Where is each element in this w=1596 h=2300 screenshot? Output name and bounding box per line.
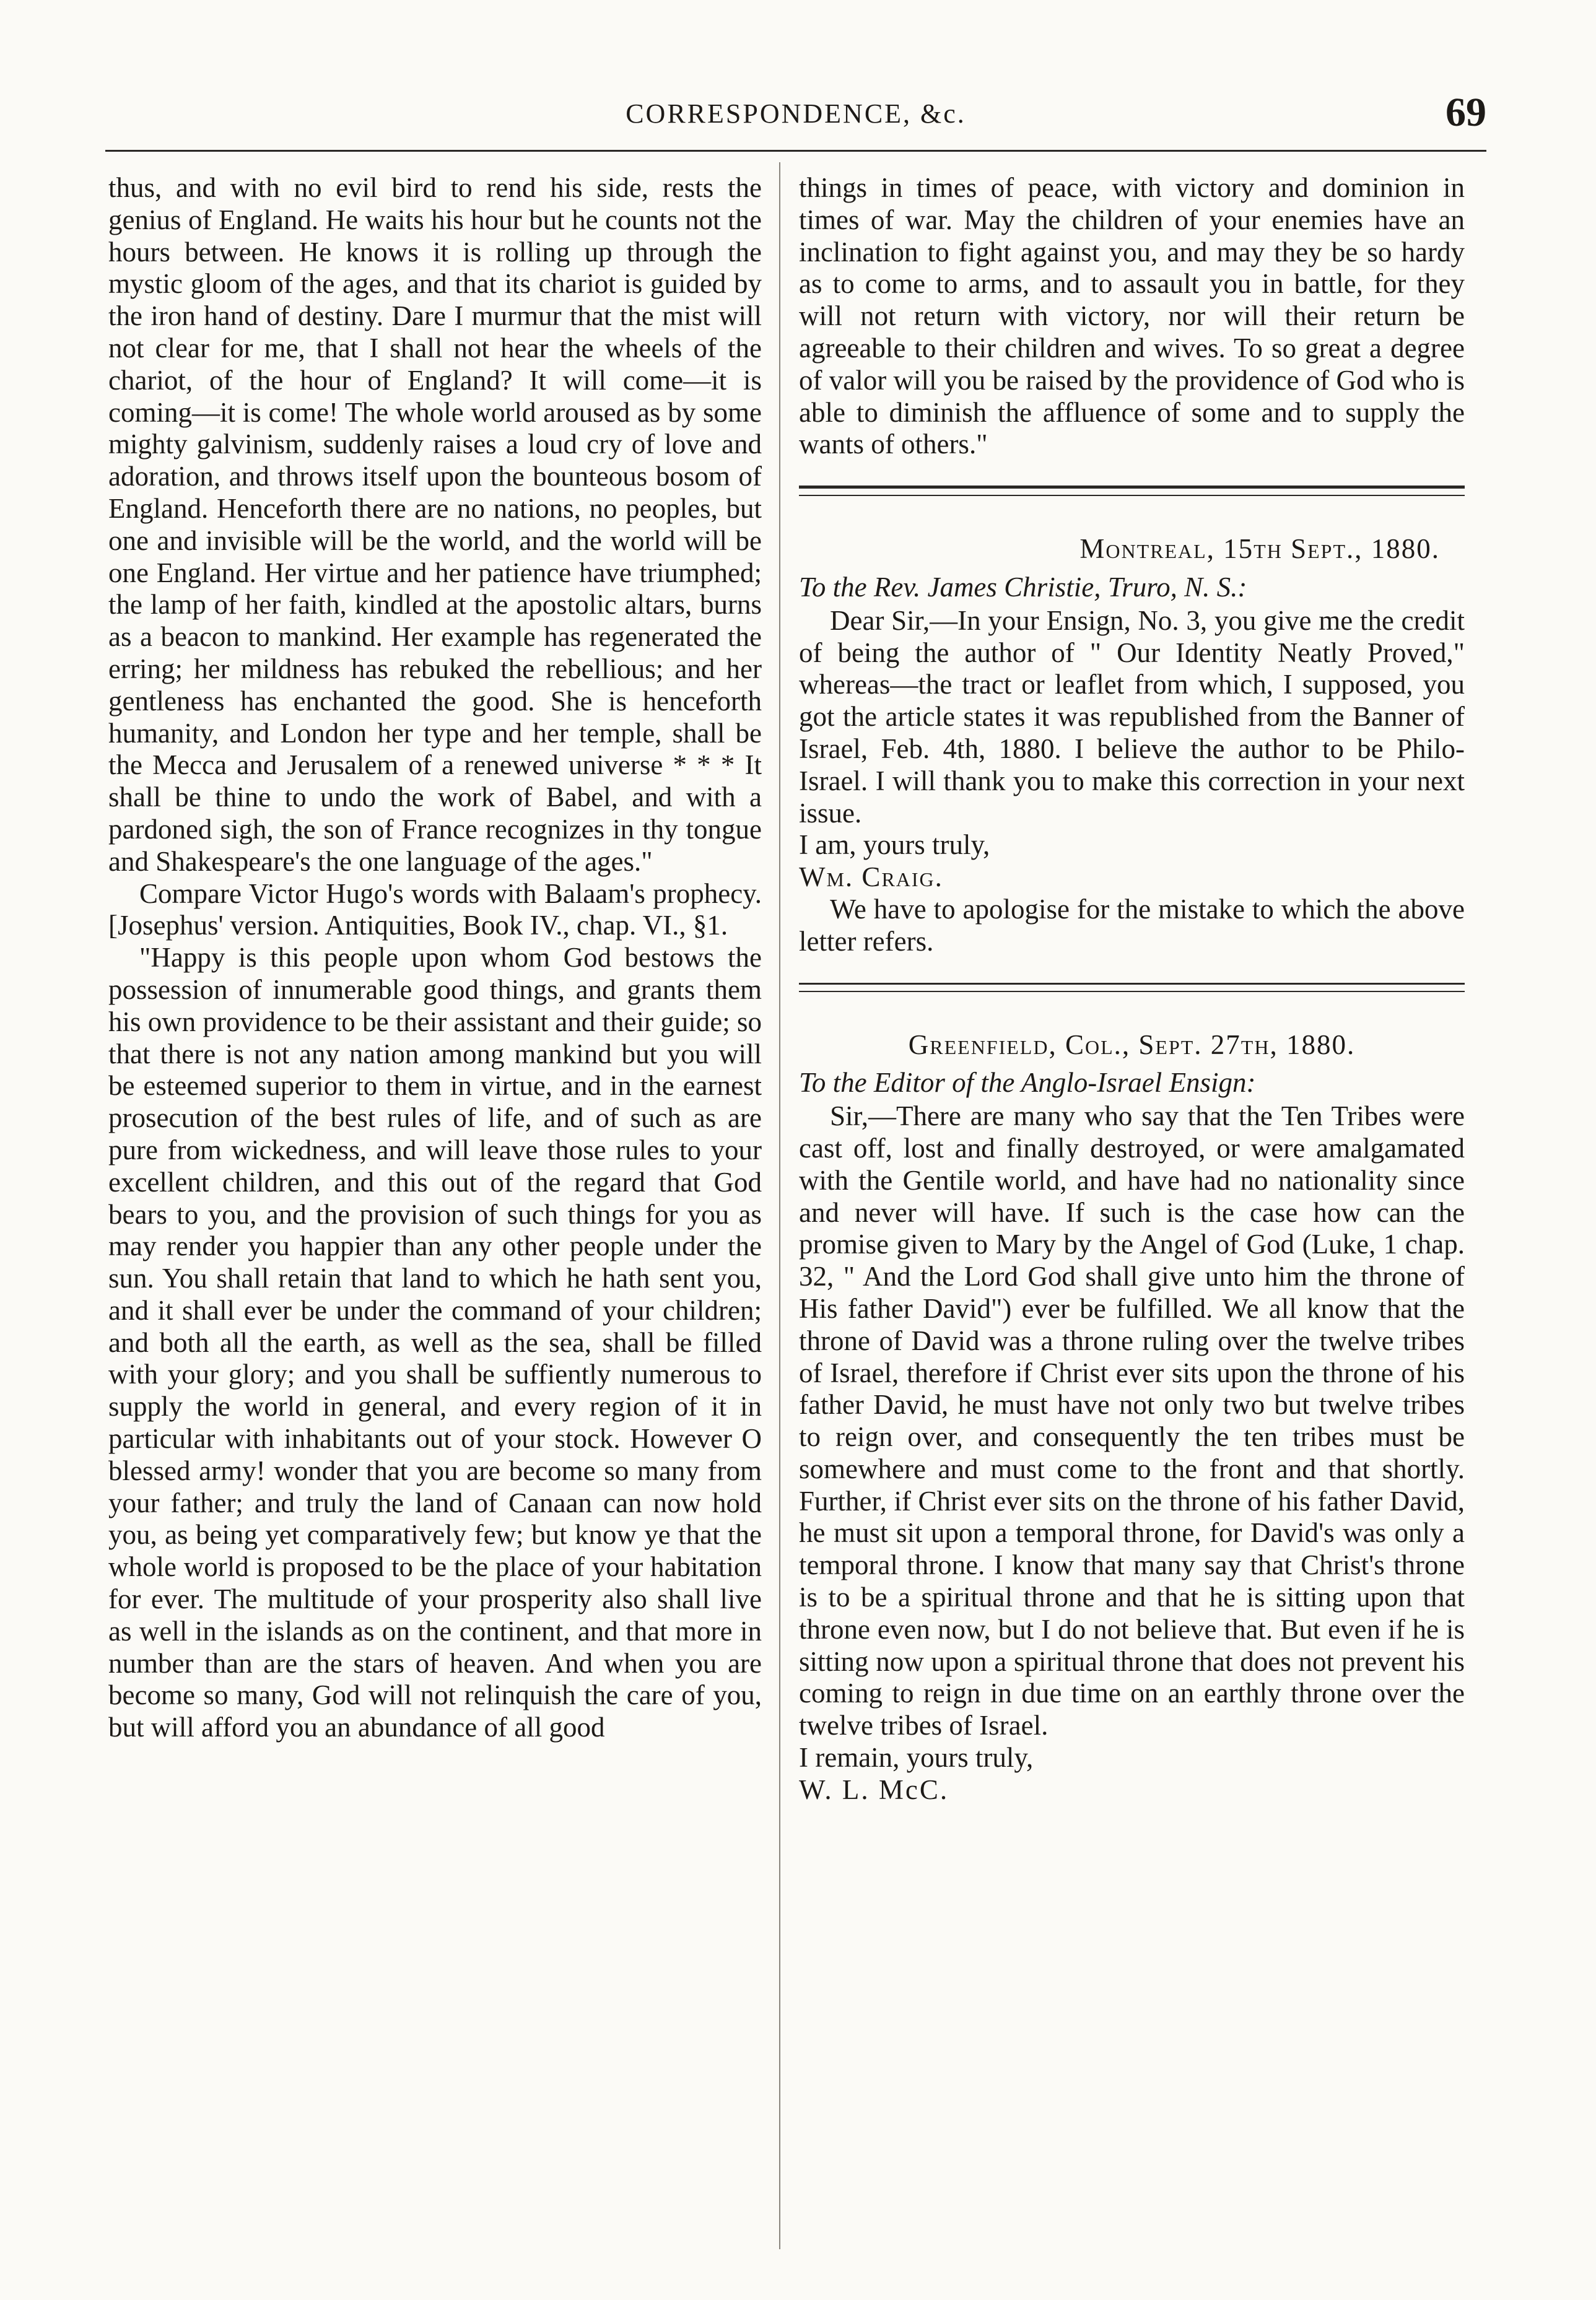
letter1-closing: I am, yours truly,: [799, 829, 990, 861]
paragraph-continuation: things in times of peace, with victory and dominion in times of war. May the children of your enemies have an inclination to fight against you, and may they be so hardy as to come to arms, and to assault you in battle, for they will not return with victory, nor will their return be agreeable to their children and wives. To so great a degree of valor will you be raised by the providence of God who is able to diminish the affluence of some and to supply the wants of others.": [799, 172, 1465, 460]
page-number: 69: [1446, 90, 1486, 135]
letter2-dateline: Greenfield, Col., Sept. 27th, 1880.: [908, 1029, 1356, 1060]
left-column: [108, 172, 762, 1744]
right-column: [799, 172, 1465, 1806]
letter1-address: To the Rev. James Christie, Truro, N. S.:: [799, 571, 1247, 603]
header-rule: [105, 150, 1486, 152]
editor-note: We have to apologise for the mistake to which the above letter refers.: [799, 893, 1465, 957]
letter1-dateline: Montreal, 15th Sept., 1880.: [1079, 533, 1440, 565]
paragraph-hugo-quote: thus, and with no evil bird to rend his side, rests the genius of England. He waits his hour but he counts not the hours between. He knows it is rolling up through the mystic gloom of the ages, and that its chariot is guided by the iron hand of destiny. Dare I murmur that the mist will not clear for me, that I shall not hear the wheels of the chariot, of the hour of England? It will come—it is coming—it is come! The whole world aroused as by some mighty galvinism, suddenly raises a loud cry of love and adoration, and throws itself upon the bounteous bosom of England. Henceforth there are no nations, no peoples, but one and invisible will be the world, and the world will be one England. Her virtue and her patience have triumphed; the lamp of her faith, kindled at the apostolic altars, burns as a beacon to mankind. Her example has regenerated the erring; her mildness has rebuked the rebellious; and her gentleness has enchanted the good. She is henceforth humanity, and London her type and her temple, shall be the Mecca and Jerusalem of a renewed universe * * * It shall be thine to undo the work of Babel, and with a pardoned sigh, the son of France recognizes in thy tongue and Shakespeare's the one language of the ages.": [108, 172, 762, 877]
letter1-signature: Wm. Craig.: [799, 861, 943, 893]
paragraph-balaam-prophecy: "Happy is this people upon whom God bestows the possession of innumerable good things, and grants them his own providence to be their assistant and their guide; so that there is not any nation among mankind but you will be esteemed superior to them in virtue, and in the earnest prosecution of the best rules of life, and of such as are pure from wickedness, and will leave those rules to your excellent children, and this out of the regard that God bears to you, and the provision of such things for you as may render you happier than any other people under the sun. You shall retain that land to which he hath sent you, and it shall ever be under the command of your children; and both all the earth, as well as the sea, shall be filled with your glory; and you shall be suffiently numerous to supply the world in general, and every region of it in particular with inhabitants out of your stock. However O blessed army! wonder that you are become so many from your father; and truly the land of Canaan can now hold you, as being yet comparatively few; but know ye that the whole world is proposed to be the place of your habitation for ever. The multitude of your prosperity also shall live as well in the islands as on the continent, and that more in number than are the stars of heaven. And when you are become so many, God will not relinquish the care of you, but will afford you an abundance of all good: [108, 942, 762, 1743]
letter2-body: Sir,—There are many who say that the Ten Tribes were cast off, lost and finally destroyed, or were amalgamated with the Gentile world, and have had no nationality since and never will have. If such is the case how can the promise given to Mary by the Angel of God (Luke, 1 chap. 32, " And the Lord God shall give unto him the throne of His father David") ever be fulfilled. We all know that the throne of David was a throne ruling over the twelve tribes of Israel, therefore if Christ ever sits upon the throne of his father David, he must have not only two but twelve tribes to reign over, and consequently the ten tribes must be somewhere and must come to the front and that shortly. Further, if Christ ever sits on the throne of his father David, he must sit upon a temporal throne, for David's was only a temporal throne. I know that many say that Christ's throne is to be a spiritual throne and that he is sitting upon that throne even now, but I do not believe that. But even if he is sitting now upon a spiritual throne that does not prevent his coming to reign in due time on an earthly throne over the twelve tribes of Israel.: [799, 1100, 1465, 1741]
paragraph-compare: Compare Victor Hugo's words with Balaam's prophecy. [Josephus' version. Antiquities, Book IV., chap. VI., §1.: [108, 878, 762, 941]
letter2-signature: W. L. McC.: [799, 1774, 949, 1805]
running-head: CORRESPONDENCE, &c.: [626, 98, 966, 129]
letter2-closing: I remain, yours truly,: [799, 1742, 1034, 1774]
page-header: [105, 90, 1486, 152]
column-divider: [779, 162, 780, 2249]
section-rule: [799, 486, 1465, 496]
letter2-address: To the Editor of the Anglo-Israel Ensign:: [799, 1067, 1256, 1099]
letter1-body: Dear Sir,—In your Ensign, No. 3, you give me the credit of being the author of " Our Identity Neatly Proved," whereas—the tract or leaflet from which, I supposed, you got the article states it was republished from the Banner of Israel, Feb. 4th, 1880. I believe the author to be Philo-Israel. I will thank you to make this correction in your next issue.: [799, 604, 1465, 829]
section-rule: [799, 983, 1465, 992]
